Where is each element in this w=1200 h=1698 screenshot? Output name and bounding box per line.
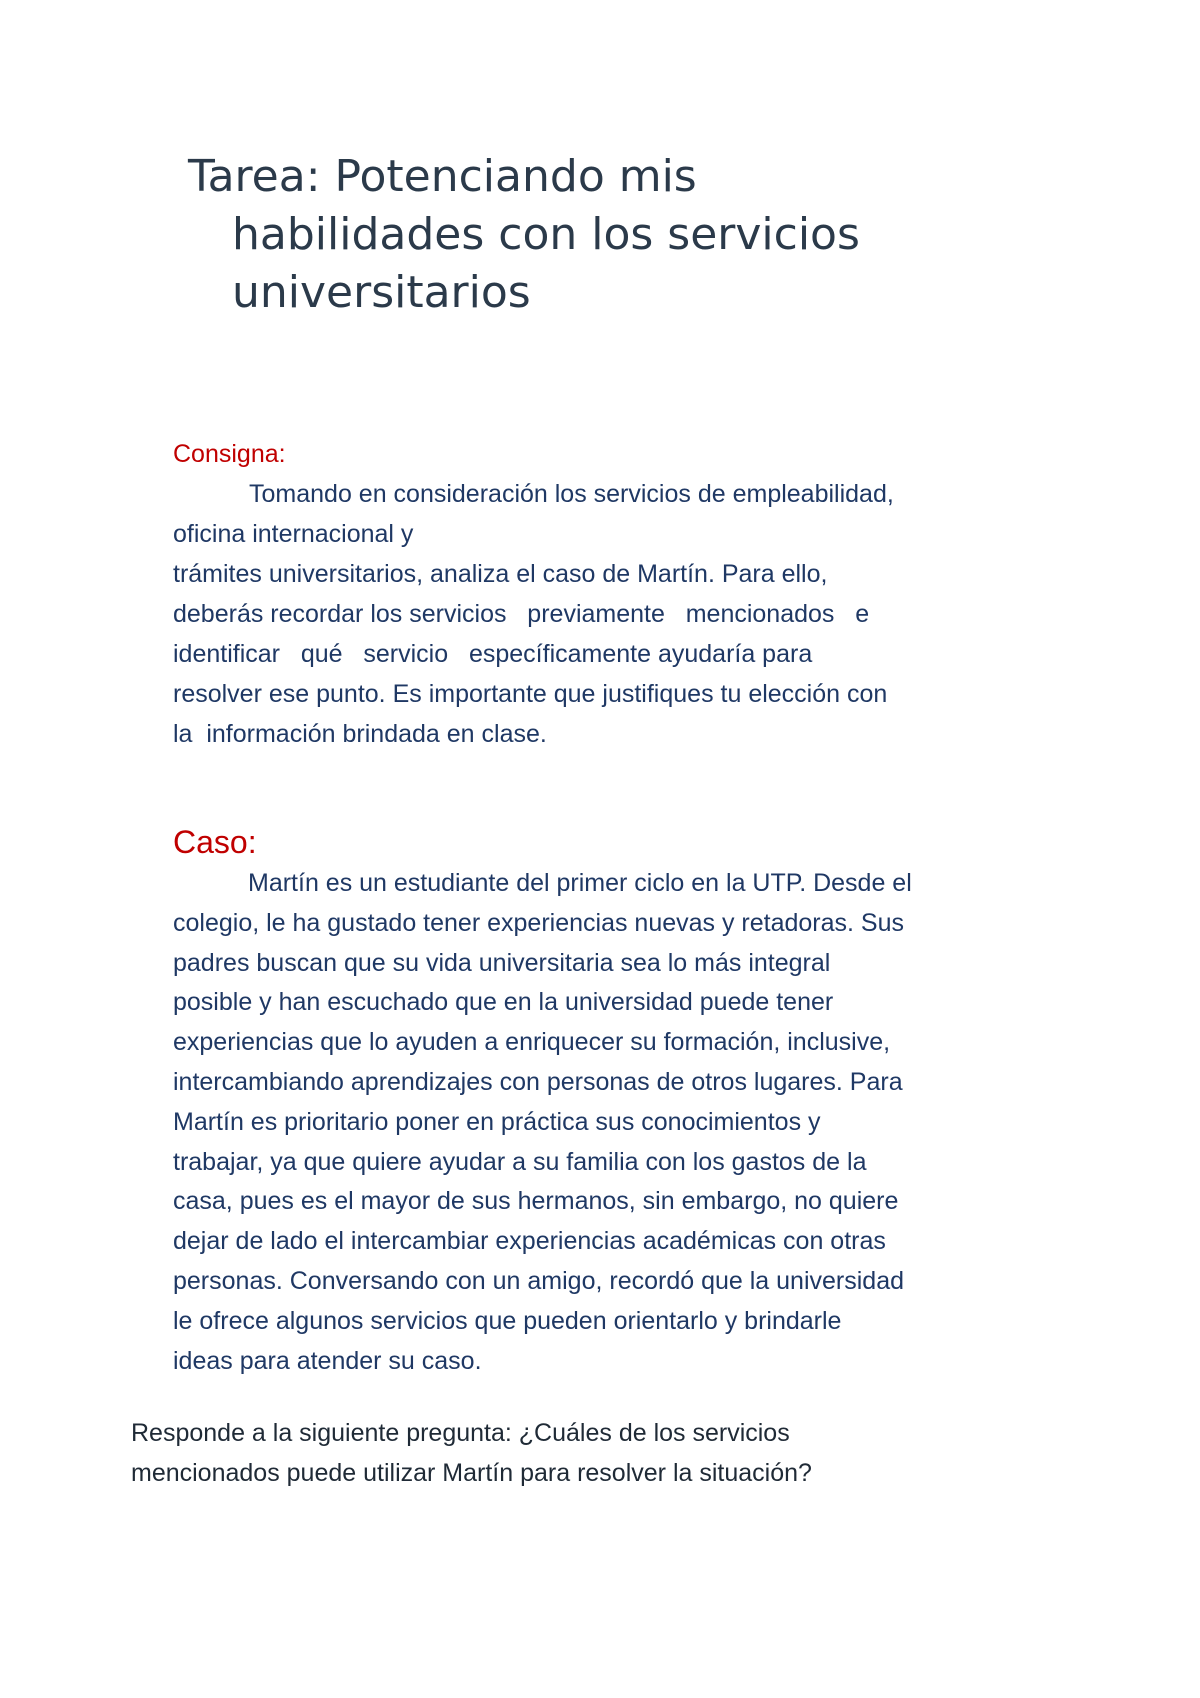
consigna-line: trámites universitarios, analiza el caso de Martín. Para ello, bbox=[173, 560, 828, 588]
consigna-line: identificar qué servicio específicamente ayudaría para bbox=[173, 640, 813, 668]
consigna-line: Tomando en consideración los servicios de empleabilidad, bbox=[249, 480, 894, 508]
caso-line: padres buscan que su vida universitaria sea lo más integral bbox=[173, 948, 831, 977]
title-line-2: habilidades con los servicios bbox=[232, 209, 860, 260]
question-line: mencionados puede utilizar Martín para resolver la situación? bbox=[131, 1459, 812, 1487]
caso-line: posible y han escuchado que en la universidad puede tener bbox=[173, 988, 834, 1017]
question-section bbox=[131, 1413, 1031, 1493]
title-line-1: Tarea: Potenciando mis bbox=[188, 151, 697, 202]
caso-line: Martín es un estudiante del primer ciclo en la UTP. Desde el bbox=[248, 869, 912, 897]
consigna-line: oficina internacional y bbox=[173, 520, 414, 548]
caso-label: Caso: bbox=[173, 824, 257, 860]
caso-line: le ofrece algunos servicios que pueden orientarlo y brindarle bbox=[173, 1306, 842, 1335]
caso-line: trabajar, ya que quiere ayudar a su familia con los gastos de la bbox=[173, 1147, 867, 1176]
consigna-line: la información brindada en clase. bbox=[173, 720, 547, 748]
page-title bbox=[188, 148, 988, 322]
consigna-line: deberás recordar los servicios previamente mencionados e bbox=[173, 600, 870, 628]
caso-line: experiencias que lo ayuden a enriquecer su formación, inclusive, bbox=[173, 1028, 891, 1057]
caso-line: ideas para atender su caso. bbox=[173, 1346, 482, 1375]
caso-line: intercambiando aprendizajes con personas de otros lugares. Para bbox=[173, 1067, 903, 1096]
consigna-label: Consigna: bbox=[173, 440, 286, 468]
consigna-line: resolver ese punto. Es importante que justifiques tu elección con bbox=[173, 680, 888, 708]
caso-line: personas. Conversando con un amigo, recordó que la universidad bbox=[173, 1266, 905, 1295]
caso-line: casa, pues es el mayor de sus hermanos, sin embargo, no quiere bbox=[173, 1187, 899, 1216]
title-line-3: universitarios bbox=[232, 267, 531, 318]
caso-line: colegio, le ha gustado tener experiencias nuevas y retadoras. Sus bbox=[173, 908, 905, 937]
caso-line: Martín es prioritario poner en práctica sus conocimientos y bbox=[173, 1107, 821, 1136]
consigna-section bbox=[173, 434, 1043, 754]
caso-section bbox=[173, 820, 1043, 1381]
question-line: Responde a la siguiente pregunta: ¿Cuáles de los servicios bbox=[131, 1419, 790, 1447]
caso-line: dejar de lado el intercambiar experiencias académicas con otras bbox=[173, 1227, 886, 1256]
